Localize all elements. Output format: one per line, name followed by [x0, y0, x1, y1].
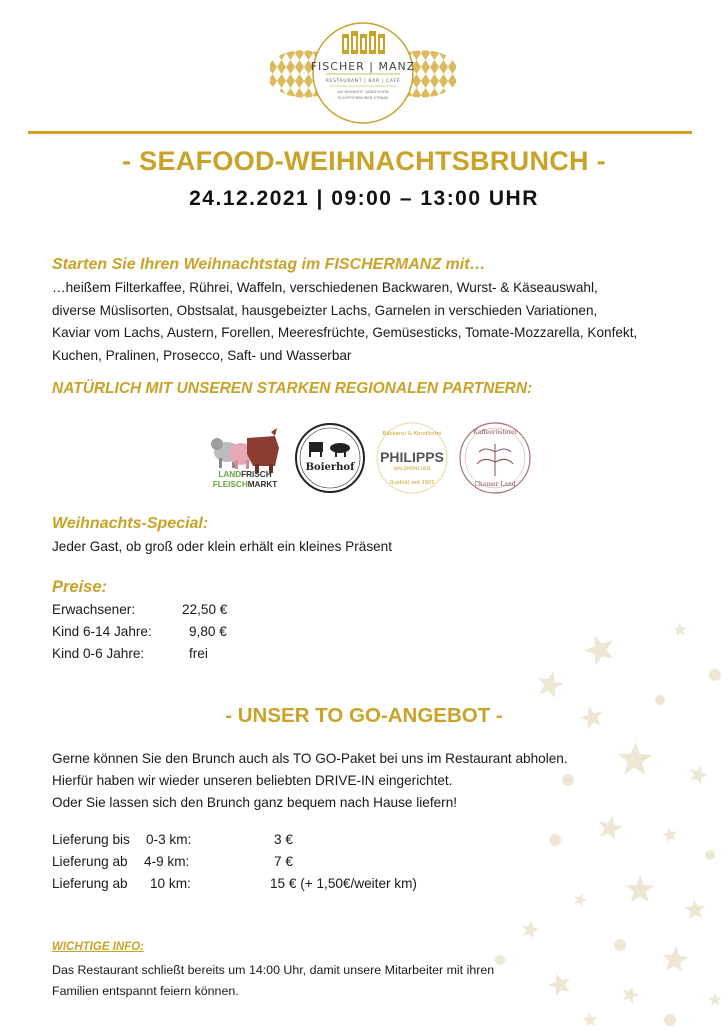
special-text: Jeder Gast, ob groß oder klein erhält ein kleines Präsent — [52, 539, 393, 554]
star-icon — [596, 813, 625, 841]
star-icon — [661, 945, 690, 973]
delivery-range: 10 km: — [150, 876, 191, 891]
dot-decoration — [705, 850, 715, 860]
partners-heading: NATÜRLICH MIT UNSEREN STARKEN REGIONALEN PARTNERN: — [52, 380, 533, 397]
landfrisch-text-2b: MARKT — [247, 479, 278, 489]
landfrisch-text-2a: FLEISCH — [212, 479, 248, 489]
partner-logo-landfrisch — [205, 418, 285, 498]
kaffee-top-text: Kaffeerösterei — [473, 429, 517, 436]
partner-logo-kaffeeroesterei — [455, 418, 535, 498]
dot-decoration — [549, 834, 561, 846]
delivery-label: Lieferung ab — [52, 854, 128, 869]
event-date-time: 24.12.2021 | 09:00 – 13:00 UHR — [189, 187, 539, 210]
boierhof-name: Boierhof — [305, 462, 355, 473]
kaffee-bottom-text: Chamer Land — [474, 481, 516, 488]
philipps-arc-text: Bäckerei & Konditorei — [382, 431, 442, 437]
dot-decoration — [495, 955, 505, 965]
prices-heading: Preise: — [52, 578, 108, 596]
togo-line: Hierfür haben wir wieder unseren beliebten DRIVE-IN eingerichtet. — [52, 773, 453, 788]
stars-group — [495, 623, 722, 1028]
price-value: 22,50 € — [182, 602, 228, 617]
intro-heading: Starten Sie Ihren Weihnachtstag im FISCHERMANZ mit… — [52, 256, 486, 273]
info-line: Familien entspannt feiern können. — [52, 984, 239, 998]
price-value: 9,80 € — [189, 624, 227, 639]
star-icon — [617, 741, 652, 775]
philipps-sub: WALDMÜNCHEN — [393, 467, 431, 472]
philipps-bottom: Qualität seit 1901 — [389, 480, 435, 486]
philipps-name: PHILIPPS — [380, 449, 444, 465]
dot-decoration — [664, 1014, 676, 1026]
restaurant-logo — [268, 18, 458, 128]
star-icon — [546, 970, 574, 997]
togo-line: Gerne können Sie den Brunch auch als TO GO-Paket bei uns im Restaurant abholen. — [52, 751, 568, 766]
info-heading: WICHTIGE INFO: — [52, 941, 144, 953]
star-decoration — [470, 600, 728, 1030]
dot-decoration — [614, 939, 626, 951]
logo-emblem — [268, 18, 458, 128]
menu-line: diverse Müslisorten, Obstsalat, hausgebeizter Lachs, Garnelen in verschieden Variationen, — [52, 302, 598, 318]
delivery-price: 15 € (+ 1,50€/weiter km) — [270, 876, 417, 891]
price-label: Erwachsener: — [52, 602, 136, 617]
logo-address-1: AM BAHNHOF LANDFOURN — [337, 89, 389, 94]
star-icon — [582, 1011, 599, 1027]
header-divider — [28, 131, 692, 134]
star-icon — [684, 898, 707, 920]
star-icon — [620, 984, 641, 1005]
star-icon — [708, 993, 721, 1006]
delivery-label: Lieferung ab — [52, 876, 128, 891]
logo-name: FISCHER | MANZ — [310, 60, 416, 73]
togo-line: Oder Sie lassen sich den Brunch ganz bequem nach Hause liefern! — [52, 795, 458, 810]
info-line: Das Restaurant schließt bereits um 14:00 Uhr, damit unsere Mitarbeiter mit ihren — [52, 963, 495, 977]
landfrisch-text-1b: FRISCH — [241, 470, 272, 479]
menu-line: …heißem Filterkaffee, Rührei, Waffeln, verschiedenen Backwaren, Wurst- & Käseauswahl, — [52, 280, 598, 295]
info-text — [52, 960, 494, 1002]
partner-logo-philipps — [373, 418, 451, 498]
delivery-price: 3 € — [274, 832, 293, 847]
delivery-price: 7 € — [274, 854, 293, 869]
star-icon — [534, 668, 566, 699]
star-icon — [520, 919, 540, 939]
page-title: - SEAFOOD-WEIHNACHTSBRUNCH - — [122, 146, 606, 176]
delivery-label: Lieferung bis — [52, 832, 130, 847]
menu-line: Kuchen, Pralinen, Prosecco, Saft- und Wasserbar — [52, 347, 352, 363]
price-label: Kind 0-6 Jahre: — [52, 646, 145, 661]
delivery-range: 4-9 km: — [144, 854, 190, 869]
special-heading: Weihnachts-Special: — [52, 515, 209, 532]
star-icon — [580, 630, 618, 668]
dot-decoration — [709, 669, 721, 681]
star-icon — [625, 875, 654, 903]
star-icon — [572, 891, 589, 907]
logo-tagline: RESTAURANT | BAR | CAFÉ — [325, 79, 401, 84]
togo-title: - UNSER TO GO-ANGEBOT - — [225, 704, 503, 727]
togo-description — [52, 748, 568, 814]
delivery-range: 0-3 km: — [146, 832, 192, 847]
star-icon — [673, 623, 687, 636]
menu-line: Kaviar vom Lachs, Austern, Forellen, Meeresfrüchte, Gemüsesticks, Tomate-Mozzarella, Konfekt, — [52, 325, 638, 340]
star-icon — [661, 826, 678, 843]
partner-logo-boierhof — [293, 418, 367, 498]
price-label: Kind 6-14 Jahre: — [52, 624, 152, 639]
landfrisch-text-1a: LAND — [218, 470, 242, 479]
menu-description — [52, 277, 692, 367]
price-value: frei — [189, 646, 208, 661]
star-icon — [686, 762, 710, 785]
logo-address-2: SCHÖTTENREINER STRAßE — [337, 95, 389, 100]
